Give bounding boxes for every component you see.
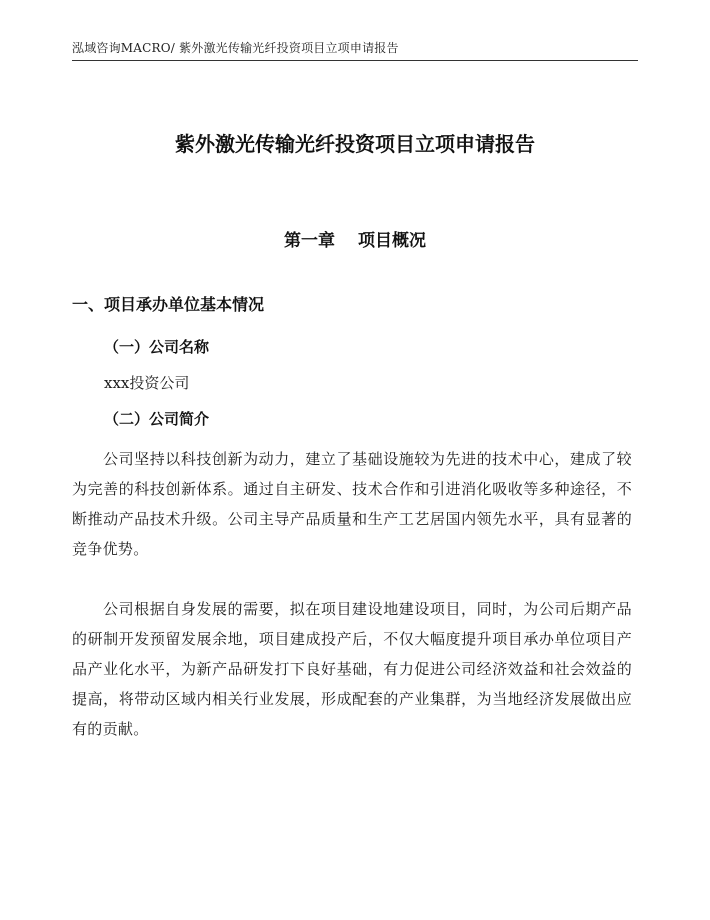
chapter-title: 第一章 项目概况 [284,231,426,251]
header-divider [72,60,638,61]
profile-paragraph-1: 公司坚持以科技创新为动力，建立了基础设施较为先进的技术中心，建成了较为完善的科技创新体系。通过自主研发、技术合作和引进消化吸收等多种途径，不断推动产品技术升级。公司主导产品质量和生产工艺居国内领先水平，具有显著的竞争优势。 [72,450,632,558]
running-header: 泓域咨询MACRO/ 紫外激光传输光纤投资项目立项申请报告 [72,41,399,55]
profile-paragraph-2: 公司根据自身发展的需要，拟在项目建设地建设项目，同时，为公司后期产品的研制开发预留发展余地，项目建成投产后，不仅大幅度提升项目承办单位项目产品产业化水平，为新产品研发打下良好基础，有力促进公司经济效益和社会效益的提高，将带动区域内相关行业发展，形成配套的产业集群，为当地经济发展做出应有的贡献。 [72,600,632,738]
section-heading: 一、项目承办单位基本情况 [72,295,265,314]
company-name-value: xxx投资公司 [104,374,190,392]
subsection-heading-company-profile: （二）公司简介 [104,410,210,428]
subsection-heading-company-name: （一）公司名称 [104,338,210,356]
document-title: 紫外激光传输光纤投资项目立项申请报告 [175,132,535,156]
